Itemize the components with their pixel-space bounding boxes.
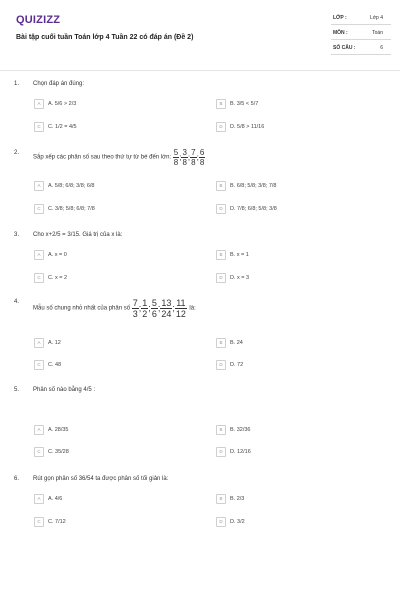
option-text: D. 12/16: [230, 449, 251, 455]
option-text: B. 3/5 < 5/7: [230, 101, 259, 107]
meta-key: LỚP :: [333, 15, 347, 21]
worksheet-meta: [331, 10, 391, 55]
option-letter-box: C: [34, 273, 44, 283]
question-text: Phân số nào bằng 4/5 :: [33, 387, 96, 393]
option-text: D. x = 3: [230, 275, 250, 281]
option-d[interactable]: [216, 447, 251, 457]
option-c[interactable]: [34, 122, 77, 132]
question-text: Mẫu số chung nhỏ nhất của phân số: [33, 305, 131, 312]
option-letter-box: C: [34, 360, 44, 370]
question-text: Sắp xếp các phân số sau theo thứ tự từ bé đến lớn:: [33, 154, 172, 161]
option-letter-box: C: [34, 447, 44, 457]
option-d[interactable]: [216, 360, 243, 370]
option-text: B. 24: [230, 340, 243, 346]
option-c[interactable]: [34, 273, 67, 283]
question-text: Rút gọn phân số 36/54 ta được phân số tối giản là:: [33, 476, 169, 482]
option-c[interactable]: [34, 517, 66, 527]
option-b[interactable]: [216, 181, 276, 191]
fraction: $\frac{11}{12}$: [175, 298, 186, 319]
option-text: A. 5/8; 6/8; 3/8; 6/8: [48, 183, 95, 189]
fraction: $\frac{13}{24}$: [161, 298, 172, 319]
fraction: $\frac{5}{8}$: [173, 148, 179, 167]
meta-value: Lớp 4: [369, 15, 383, 21]
meta-value: 6: [380, 45, 383, 51]
option-letter-box: A: [34, 338, 44, 348]
question-number: 2.: [14, 150, 20, 156]
option-text: B. 6/8; 5/8; 3/8; 7/8: [230, 183, 277, 189]
option-letter-box: A: [34, 494, 44, 504]
quizizz-logo: QUIZIZZ: [16, 14, 61, 26]
fraction: $\frac{7}{3}$: [132, 298, 138, 319]
question-number: 3.: [14, 232, 20, 238]
worksheet-title: Bài tập cuối tuần Toán lớp 4 Tuần 22 có đáp án (Đề 2): [16, 34, 194, 41]
option-text: A. 4/6: [48, 496, 63, 502]
option-text: A. 12: [48, 340, 61, 346]
fraction: $\frac{6}{8}$: [199, 148, 205, 167]
option-letter-box: A: [34, 425, 44, 435]
option-a[interactable]: [34, 250, 67, 260]
option-c[interactable]: [34, 360, 61, 370]
option-b[interactable]: [216, 425, 251, 435]
option-letter-box: C: [34, 517, 44, 527]
option-text: B. 32/36: [230, 427, 251, 433]
option-d[interactable]: [216, 517, 245, 527]
option-letter-box: B: [216, 494, 226, 504]
option-text: B. x = 1: [230, 252, 249, 258]
fraction: $\frac{1}{2}$: [142, 298, 148, 319]
question-text: Chọn đáp án đúng:: [33, 81, 85, 87]
meta-count: [331, 40, 391, 55]
option-d[interactable]: [216, 273, 249, 283]
option-text: D. 72: [230, 362, 244, 368]
option-letter-box: D: [216, 447, 226, 457]
option-b[interactable]: [216, 250, 249, 260]
option-letter-box: A: [34, 250, 44, 260]
option-a[interactable]: [34, 99, 76, 109]
option-text: D. 3/2: [230, 519, 245, 525]
fraction: $\frac{7}{8}$: [191, 148, 196, 167]
meta-grade: [331, 10, 391, 25]
option-text: D. 7/8; 6/8; 5/8; 3/8: [230, 206, 277, 212]
option-text: A. 5/6 > 2/3: [48, 101, 77, 107]
option-text: C. 3/8; 5/8; 6/8; 7/8: [48, 206, 95, 212]
option-d[interactable]: [216, 204, 277, 214]
option-letter-box: B: [216, 425, 226, 435]
option-letter-box: A: [34, 181, 44, 191]
option-letter-box: A: [34, 99, 44, 109]
option-text: D. 5/8 > 11/16: [230, 124, 265, 130]
option-letter-box: B: [216, 338, 226, 348]
fraction: $\frac{5}{6}$: [151, 298, 157, 319]
meta-key: MÔN :: [333, 30, 348, 36]
meta-subject: [331, 25, 391, 40]
option-d[interactable]: [216, 122, 264, 132]
fraction: $\frac{3}{8}$: [182, 148, 187, 167]
question-number: 4.: [14, 299, 20, 305]
option-text: C. 48: [48, 362, 62, 368]
option-c[interactable]: [34, 447, 69, 457]
option-text: C. 7/12: [48, 519, 66, 525]
question-text-line: [33, 298, 196, 319]
worksheet-header: [0, 0, 400, 71]
question-suffix: là:: [189, 305, 196, 312]
option-letter-box: D: [216, 122, 226, 132]
option-a[interactable]: [34, 338, 61, 348]
question-text-line: [33, 148, 205, 167]
option-c[interactable]: [34, 204, 95, 214]
option-b[interactable]: [216, 338, 243, 348]
option-letter-box: B: [216, 250, 226, 260]
question-number: 6.: [14, 476, 20, 482]
fraction-list: $\frac{7}{3}$ ; $\frac{1}{2}$ ; $\frac{5}{6}$ ; $\frac{13}{24}$ ; $\frac{11}{12}$: [132, 298, 186, 319]
question-number: 5.: [14, 387, 20, 393]
option-letter-box: D: [216, 273, 226, 283]
fraction-list: $\frac{5}{8}$ ; $\frac{3}{8}$ ; $\frac{7}{8}$ ; $\frac{6}{8}$: [173, 148, 205, 167]
option-b[interactable]: [216, 99, 258, 109]
option-letter-box: B: [216, 99, 226, 109]
option-letter-box: D: [216, 360, 226, 370]
option-text: C. x = 2: [48, 275, 68, 281]
option-a[interactable]: [34, 425, 69, 435]
meta-key: SỐ CÂU :: [333, 45, 356, 51]
option-letter-box: C: [34, 204, 44, 214]
meta-value: Toán: [372, 30, 383, 36]
option-text: C. 35/28: [48, 449, 69, 455]
option-a[interactable]: [34, 494, 62, 504]
option-letter-box: D: [216, 204, 226, 214]
option-b[interactable]: [216, 494, 244, 504]
option-letter-box: D: [216, 517, 226, 527]
option-text: A. 28/35: [48, 427, 69, 433]
question-number: 1.: [14, 81, 20, 87]
option-text: C. 1/2 = 4/5: [48, 124, 77, 130]
question-text: Cho x+2/5 = 3/15. Giá trị của x là:: [33, 232, 123, 238]
option-text: A. x = 0: [48, 252, 67, 258]
option-letter-box: B: [216, 181, 226, 191]
option-a[interactable]: [34, 181, 94, 191]
option-letter-box: C: [34, 122, 44, 132]
option-text: B. 2/3: [230, 496, 245, 502]
